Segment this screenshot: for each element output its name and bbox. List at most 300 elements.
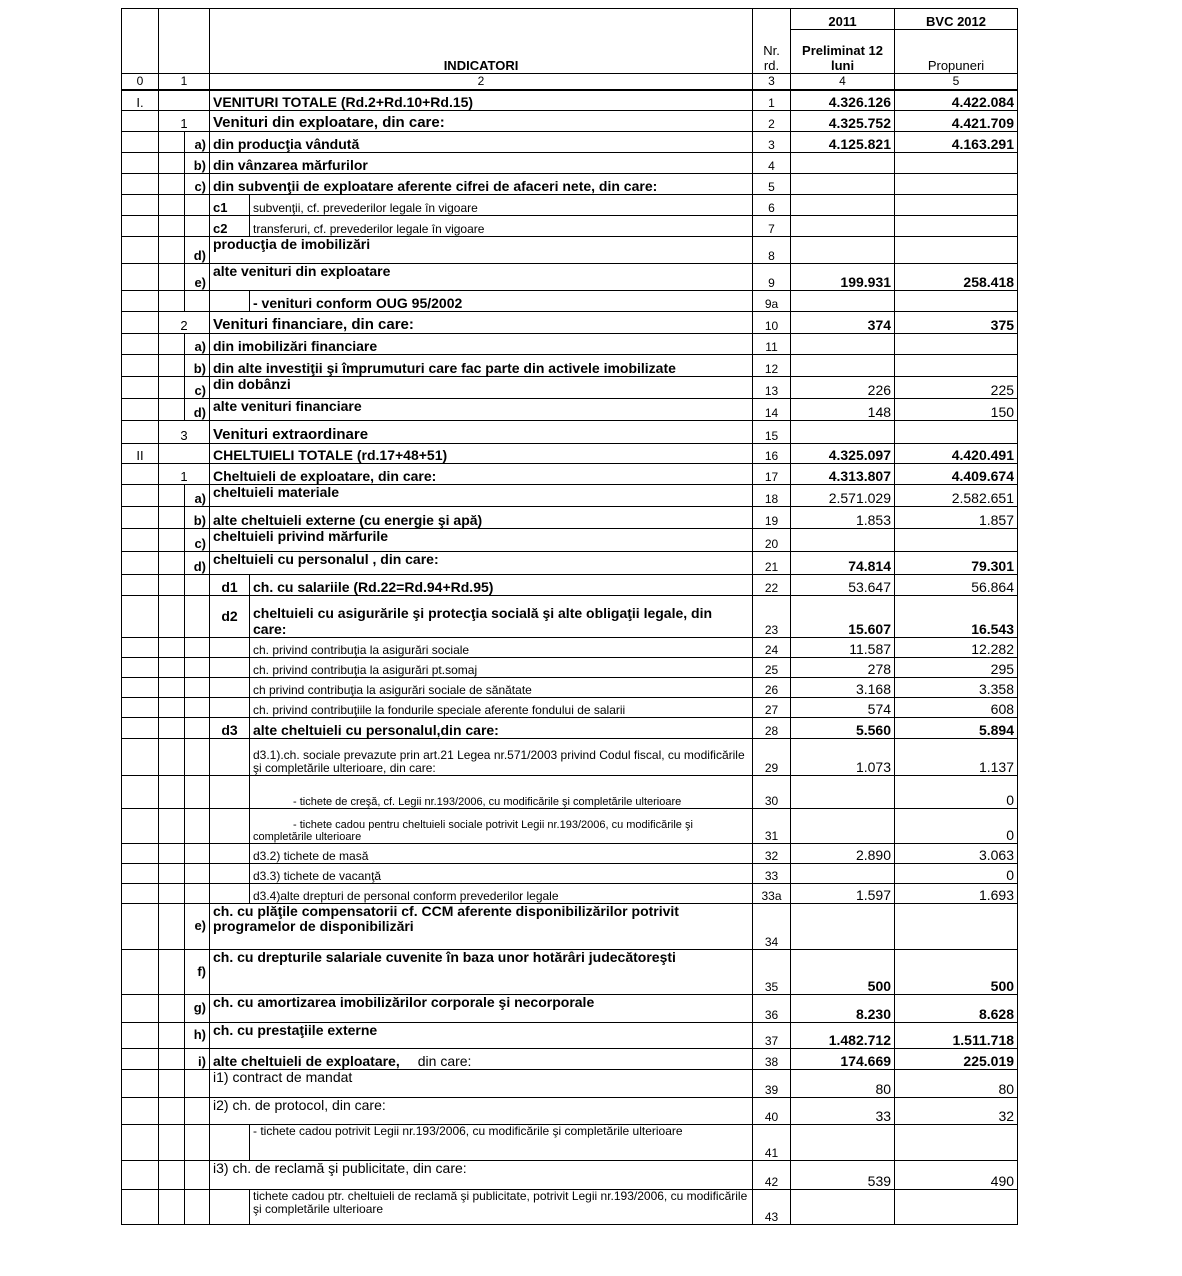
col-num-3: 3 bbox=[753, 74, 791, 90]
value-2012: 1.511.718 bbox=[895, 1023, 1018, 1049]
row-sublabel bbox=[210, 291, 250, 312]
value-2011: 53.647 bbox=[791, 575, 895, 596]
value-2012: 1.137 bbox=[895, 739, 1018, 776]
value-2012 bbox=[895, 334, 1018, 355]
row-label: alte venituri financiare bbox=[210, 399, 753, 421]
section-number bbox=[122, 132, 159, 153]
value-2011: 1.853 bbox=[791, 507, 895, 529]
section-number bbox=[122, 216, 159, 237]
row-index bbox=[159, 334, 185, 355]
col-num-4: 4 bbox=[791, 74, 895, 90]
row-number: 3 bbox=[753, 132, 791, 153]
value-2012: 225.019 bbox=[895, 1049, 1018, 1070]
row-number: 21 bbox=[753, 552, 791, 575]
row-label: cheltuieli cu personalul , din care: bbox=[210, 552, 753, 575]
row-label: ch. cu prestaţiile externe bbox=[210, 1023, 753, 1049]
row-number: 24 bbox=[753, 638, 791, 658]
value-2012: 295 bbox=[895, 658, 1018, 678]
row-index bbox=[159, 1049, 185, 1070]
value-2011 bbox=[791, 216, 895, 237]
row-label: Cheltuieli de exploatare, din care: bbox=[210, 464, 753, 485]
value-2012: 490 bbox=[895, 1161, 1018, 1190]
value-2012 bbox=[895, 904, 1018, 950]
row-number: 27 bbox=[753, 698, 791, 718]
row-letter bbox=[185, 1190, 210, 1225]
section-number bbox=[122, 334, 159, 355]
value-2012 bbox=[895, 291, 1018, 312]
value-2011: 15.607 bbox=[791, 596, 895, 638]
value-2011: 4.326.126 bbox=[791, 90, 895, 111]
row-index bbox=[159, 864, 185, 884]
row-index bbox=[159, 904, 185, 950]
row-label: d3.2) tichete de masă bbox=[250, 844, 753, 864]
row-label: Venituri din exploatare, din care: bbox=[210, 111, 753, 132]
row-label-bold: alte cheltuieli de exploatare, bbox=[213, 1052, 400, 1069]
row-sublabel: d3 bbox=[210, 718, 250, 739]
row-number: 35 bbox=[753, 950, 791, 995]
header-indicatori: INDICATORI bbox=[210, 9, 753, 74]
value-2011 bbox=[791, 776, 895, 809]
row-index bbox=[159, 1125, 185, 1161]
value-2011: 74.814 bbox=[791, 552, 895, 575]
row-number: 8 bbox=[753, 237, 791, 264]
row-index bbox=[159, 355, 185, 377]
value-2012: 56.864 bbox=[895, 575, 1018, 596]
row-letter bbox=[185, 658, 210, 678]
row-letter bbox=[185, 739, 210, 776]
row-label: alte venituri din exploatare bbox=[210, 264, 753, 291]
row-number: 11 bbox=[753, 334, 791, 355]
row-label bbox=[250, 809, 753, 844]
value-2012: 375 bbox=[895, 312, 1018, 334]
section-number bbox=[122, 529, 159, 552]
row-number: 31 bbox=[753, 809, 791, 844]
row-label: d3.1).ch. sociale prevazute prin art.21 Legea nr.571/2003 privind Codul fiscal, cu modificările şi completările ulterioare, din care: bbox=[250, 739, 753, 776]
row-letter: a) bbox=[185, 132, 210, 153]
row-index bbox=[159, 399, 185, 421]
col-num-5: 5 bbox=[895, 74, 1018, 90]
value-2011 bbox=[791, 174, 895, 195]
row-label: din producţia vândută bbox=[210, 132, 753, 153]
row-sublabel bbox=[210, 658, 250, 678]
value-2011: 33 bbox=[791, 1098, 895, 1125]
value-2012 bbox=[895, 1125, 1018, 1161]
section-number bbox=[122, 1161, 159, 1190]
row-letter: c) bbox=[185, 529, 210, 552]
section-number bbox=[122, 1023, 159, 1049]
row-number: 30 bbox=[753, 776, 791, 809]
row-index bbox=[159, 739, 185, 776]
row-label: i3) ch. de reclamă şi publicitate, din care: bbox=[210, 1161, 753, 1190]
row-letter bbox=[185, 596, 210, 638]
header-blank-1 bbox=[159, 9, 210, 74]
row-index: 2 bbox=[159, 312, 210, 334]
row-index bbox=[159, 237, 185, 264]
value-2012 bbox=[895, 237, 1018, 264]
row-number: 7 bbox=[753, 216, 791, 237]
row-number: 25 bbox=[753, 658, 791, 678]
row-index bbox=[159, 216, 185, 237]
section-number bbox=[122, 658, 159, 678]
row-index bbox=[159, 377, 185, 399]
row-label: i1) contract de mandat bbox=[210, 1070, 753, 1098]
row-label: ch. privind contribuţia la asigurări pt.somaj bbox=[250, 658, 753, 678]
row-number: 23 bbox=[753, 596, 791, 638]
row-letter: i) bbox=[185, 1049, 210, 1070]
row-letter bbox=[185, 216, 210, 237]
value-2011: 4.325.097 bbox=[791, 444, 895, 464]
row-number: 41 bbox=[753, 1125, 791, 1161]
value-2012 bbox=[895, 216, 1018, 237]
row-index bbox=[159, 1098, 185, 1125]
value-2011: 5.560 bbox=[791, 718, 895, 739]
row-number: 5 bbox=[753, 174, 791, 195]
value-2011: 80 bbox=[791, 1070, 895, 1098]
row-index bbox=[159, 776, 185, 809]
row-index bbox=[159, 950, 185, 995]
section-number bbox=[122, 638, 159, 658]
row-number: 16 bbox=[753, 444, 791, 464]
row-number: 32 bbox=[753, 844, 791, 864]
row-letter bbox=[185, 844, 210, 864]
section-number bbox=[122, 1049, 159, 1070]
row-index bbox=[159, 658, 185, 678]
row-index bbox=[159, 1161, 185, 1190]
row-number: 22 bbox=[753, 575, 791, 596]
row-label: cheltuieli materiale bbox=[210, 485, 753, 507]
value-2011: 374 bbox=[791, 312, 895, 334]
value-2012: 5.894 bbox=[895, 718, 1018, 739]
value-2011 bbox=[791, 904, 895, 950]
row-label: din imobilizări financiare bbox=[210, 334, 753, 355]
row-letter bbox=[185, 809, 210, 844]
value-2012 bbox=[895, 529, 1018, 552]
row-number: 4 bbox=[753, 153, 791, 174]
row-label: Venituri extraordinare bbox=[210, 421, 753, 444]
row-label: - tichete cadou potrivit Legii nr.193/2006, cu modificările şi completările ulterioare bbox=[250, 1125, 753, 1161]
row-sublabel bbox=[210, 1190, 250, 1225]
header-propuneri: Propuneri bbox=[895, 30, 1018, 74]
row-label: cheltuieli cu asigurările şi protecţia socială şi alte obligaţii legale, din care: bbox=[250, 596, 753, 638]
section-number bbox=[122, 464, 159, 485]
value-2011 bbox=[791, 421, 895, 444]
row-index bbox=[159, 1070, 185, 1098]
section-number bbox=[122, 507, 159, 529]
row-letter: d) bbox=[185, 237, 210, 264]
row-letter bbox=[185, 1070, 210, 1098]
row-letter: a) bbox=[185, 334, 210, 355]
row-label-text: - tichete de creşă, cf. Legii nr.193/2006, cu modificările şi completările ulterioare bbox=[293, 795, 682, 808]
row-number: 14 bbox=[753, 399, 791, 421]
row-index bbox=[159, 995, 185, 1023]
row-number: 26 bbox=[753, 678, 791, 698]
value-2011 bbox=[791, 291, 895, 312]
section-number bbox=[122, 421, 159, 444]
header-bvc-2012: BVC 2012 bbox=[895, 9, 1018, 30]
row-sublabel bbox=[210, 739, 250, 776]
row-number: 42 bbox=[753, 1161, 791, 1190]
row-label bbox=[210, 1049, 753, 1070]
value-2012 bbox=[895, 421, 1018, 444]
row-letter bbox=[185, 291, 210, 312]
value-2012: 3.063 bbox=[895, 844, 1018, 864]
section-number bbox=[122, 864, 159, 884]
section-number bbox=[122, 1125, 159, 1161]
section-number bbox=[122, 678, 159, 698]
value-2011 bbox=[791, 237, 895, 264]
row-number: 18 bbox=[753, 485, 791, 507]
row-letter: b) bbox=[185, 355, 210, 377]
row-letter bbox=[185, 638, 210, 658]
section-number bbox=[122, 312, 159, 334]
value-2011 bbox=[791, 809, 895, 844]
row-letter bbox=[185, 678, 210, 698]
row-label: VENITURI TOTALE (Rd.2+Rd.10+Rd.15) bbox=[210, 90, 753, 111]
row-index bbox=[159, 638, 185, 658]
value-2011: 4.125.821 bbox=[791, 132, 895, 153]
row-letter bbox=[185, 884, 210, 904]
row-number: 10 bbox=[753, 312, 791, 334]
row-sublabel bbox=[210, 1125, 250, 1161]
row-sublabel: d1 bbox=[210, 575, 250, 596]
row-index: 1 bbox=[159, 464, 210, 485]
row-index bbox=[159, 153, 185, 174]
row-index bbox=[159, 575, 185, 596]
value-2012: 608 bbox=[895, 698, 1018, 718]
value-2012 bbox=[895, 355, 1018, 377]
row-index bbox=[159, 132, 185, 153]
col-num-1: 1 bbox=[159, 74, 210, 90]
row-index bbox=[159, 718, 185, 739]
row-index bbox=[159, 809, 185, 844]
row-label: ch. cu drepturile salariale cuvenite în baza unor hotărâri judecătoreşti bbox=[210, 950, 753, 995]
row-label: d3.3) tichete de vacanţă bbox=[250, 864, 753, 884]
row-index bbox=[159, 678, 185, 698]
row-label: subvenţii, cf. prevederilor legale în vigoare bbox=[250, 195, 753, 216]
section-number bbox=[122, 237, 159, 264]
value-2011: 8.230 bbox=[791, 995, 895, 1023]
row-label-tail: din care: bbox=[417, 1052, 472, 1069]
row-sublabel: d2 bbox=[210, 596, 250, 638]
row-sublabel: c2 bbox=[210, 216, 250, 237]
row-index bbox=[159, 1190, 185, 1225]
section-number bbox=[122, 698, 159, 718]
value-2011: 3.168 bbox=[791, 678, 895, 698]
row-index bbox=[159, 195, 185, 216]
row-number: 9 bbox=[753, 264, 791, 291]
value-2011 bbox=[791, 529, 895, 552]
budget-table bbox=[121, 8, 1018, 1225]
row-index: 3 bbox=[159, 421, 210, 444]
row-letter: h) bbox=[185, 1023, 210, 1049]
row-label: d3.4)alte drepturi de personal conform prevederilor legale bbox=[250, 884, 753, 904]
value-2011: 174.669 bbox=[791, 1049, 895, 1070]
value-2012: 16.543 bbox=[895, 596, 1018, 638]
row-sublabel bbox=[210, 864, 250, 884]
row-letter: a) bbox=[185, 485, 210, 507]
row-letter bbox=[185, 776, 210, 809]
row-number: 9a bbox=[753, 291, 791, 312]
section-number bbox=[122, 291, 159, 312]
row-label bbox=[250, 776, 753, 809]
row-letter: c) bbox=[185, 377, 210, 399]
row-sublabel bbox=[210, 776, 250, 809]
value-2011: 574 bbox=[791, 698, 895, 718]
row-label: cheltuieli privind mărfurile bbox=[210, 529, 753, 552]
section-number bbox=[122, 111, 159, 132]
row-sublabel bbox=[210, 809, 250, 844]
value-2012 bbox=[895, 1190, 1018, 1225]
row-label: ch. cu plăţile compensatorii cf. CCM aferente disponibilizărilor potrivit programelor de disponibilizări bbox=[210, 904, 753, 950]
section-number bbox=[122, 195, 159, 216]
row-label: ch. cu salariile (Rd.22=Rd.94+Rd.95) bbox=[250, 575, 753, 596]
row-index bbox=[159, 698, 185, 718]
value-2011 bbox=[791, 153, 895, 174]
row-number: 43 bbox=[753, 1190, 791, 1225]
row-number: 13 bbox=[753, 377, 791, 399]
value-2011: 4.313.807 bbox=[791, 464, 895, 485]
row-letter bbox=[185, 1125, 210, 1161]
section-number bbox=[122, 399, 159, 421]
section-number bbox=[122, 355, 159, 377]
row-number: 36 bbox=[753, 995, 791, 1023]
row-label: din subvenţii de exploatare aferente cifrei de afaceri nete, din care: bbox=[210, 174, 753, 195]
row-index bbox=[159, 844, 185, 864]
section-number bbox=[122, 174, 159, 195]
row-letter: e) bbox=[185, 264, 210, 291]
row-number: 33a bbox=[753, 884, 791, 904]
row-number: 6 bbox=[753, 195, 791, 216]
row-index bbox=[159, 90, 210, 111]
row-label-text: - tichete cadou pentru cheltuieli sociale potrivit Legii nr.193/2006, cu modificările şi completările ulterioare bbox=[253, 818, 693, 843]
value-2011 bbox=[791, 355, 895, 377]
row-number: 40 bbox=[753, 1098, 791, 1125]
row-letter: e) bbox=[185, 904, 210, 950]
row-letter bbox=[185, 698, 210, 718]
row-index bbox=[159, 529, 185, 552]
value-2011: 199.931 bbox=[791, 264, 895, 291]
value-2012: 0 bbox=[895, 776, 1018, 809]
value-2011: 278 bbox=[791, 658, 895, 678]
row-index bbox=[159, 485, 185, 507]
row-label: tichete cadou ptr. cheltuieli de reclamă şi publicitate, potrivit Legii nr.193/2006, cu modificările şi completările ulterioare bbox=[250, 1190, 753, 1225]
value-2012: 3.358 bbox=[895, 678, 1018, 698]
row-letter: b) bbox=[185, 153, 210, 174]
row-letter bbox=[185, 718, 210, 739]
row-number: 12 bbox=[753, 355, 791, 377]
row-number: 15 bbox=[753, 421, 791, 444]
value-2012: 0 bbox=[895, 809, 1018, 844]
value-2011 bbox=[791, 195, 895, 216]
header-blank-0 bbox=[122, 9, 159, 74]
row-index bbox=[159, 884, 185, 904]
value-2012: 4.409.674 bbox=[895, 464, 1018, 485]
value-2012: 2.582.651 bbox=[895, 485, 1018, 507]
value-2011 bbox=[791, 1125, 895, 1161]
value-2011: 4.325.752 bbox=[791, 111, 895, 132]
section-number bbox=[122, 264, 159, 291]
section-number bbox=[122, 153, 159, 174]
row-label: alte cheltuieli externe (cu energie şi apă) bbox=[210, 507, 753, 529]
value-2012: 12.282 bbox=[895, 638, 1018, 658]
section-number bbox=[122, 809, 159, 844]
row-letter bbox=[185, 864, 210, 884]
row-letter: c) bbox=[185, 174, 210, 195]
row-label: din dobânzi bbox=[210, 377, 753, 399]
row-index bbox=[159, 552, 185, 575]
row-index bbox=[159, 291, 185, 312]
row-label: din alte investiţii şi împrumuturi care fac parte din activele imobilizate bbox=[210, 355, 753, 377]
value-2012: 500 bbox=[895, 950, 1018, 995]
section-number bbox=[122, 950, 159, 995]
row-sublabel: c1 bbox=[210, 195, 250, 216]
value-2012 bbox=[895, 153, 1018, 174]
row-label: Venituri financiare, din care: bbox=[210, 312, 753, 334]
value-2011: 1.482.712 bbox=[791, 1023, 895, 1049]
value-2011: 2.890 bbox=[791, 844, 895, 864]
value-2011: 500 bbox=[791, 950, 895, 995]
section-number: I. bbox=[122, 90, 159, 111]
row-number: 28 bbox=[753, 718, 791, 739]
row-index bbox=[159, 507, 185, 529]
row-sublabel bbox=[210, 638, 250, 658]
section-number bbox=[122, 718, 159, 739]
row-letter: d) bbox=[185, 399, 210, 421]
value-2012: 4.421.709 bbox=[895, 111, 1018, 132]
row-label: din vânzarea mărfurilor bbox=[210, 153, 753, 174]
row-number: 33 bbox=[753, 864, 791, 884]
value-2012: 0 bbox=[895, 864, 1018, 884]
row-number: 29 bbox=[753, 739, 791, 776]
value-2012: 150 bbox=[895, 399, 1018, 421]
value-2012: 4.420.491 bbox=[895, 444, 1018, 464]
value-2011 bbox=[791, 1190, 895, 1225]
col-num-0: 0 bbox=[122, 74, 159, 90]
section-number bbox=[122, 904, 159, 950]
row-sublabel bbox=[210, 884, 250, 904]
value-2011: 1.597 bbox=[791, 884, 895, 904]
row-label: ch privind contribuţia la asigurări sociale de sănătate bbox=[250, 678, 753, 698]
value-2012: 4.422.084 bbox=[895, 90, 1018, 111]
section-number bbox=[122, 596, 159, 638]
row-index bbox=[159, 444, 210, 464]
value-2011: 2.571.029 bbox=[791, 485, 895, 507]
col-num-2: 2 bbox=[210, 74, 753, 90]
section-number bbox=[122, 1098, 159, 1125]
value-2012: 258.418 bbox=[895, 264, 1018, 291]
row-letter: d) bbox=[185, 552, 210, 575]
header-nr-rd: Nr. rd. bbox=[753, 9, 791, 74]
value-2011: 226 bbox=[791, 377, 895, 399]
row-number: 2 bbox=[753, 111, 791, 132]
row-number: 38 bbox=[753, 1049, 791, 1070]
row-sublabel bbox=[210, 698, 250, 718]
value-2012 bbox=[895, 174, 1018, 195]
section-number bbox=[122, 485, 159, 507]
section-number bbox=[122, 844, 159, 864]
row-number: 19 bbox=[753, 507, 791, 529]
value-2011: 148 bbox=[791, 399, 895, 421]
section-number bbox=[122, 1070, 159, 1098]
row-letter bbox=[185, 1098, 210, 1125]
section-number bbox=[122, 884, 159, 904]
row-letter bbox=[185, 575, 210, 596]
row-number: 39 bbox=[753, 1070, 791, 1098]
value-2012: 4.163.291 bbox=[895, 132, 1018, 153]
row-index: 1 bbox=[159, 111, 210, 132]
value-2011 bbox=[791, 864, 895, 884]
row-number: 37 bbox=[753, 1023, 791, 1049]
